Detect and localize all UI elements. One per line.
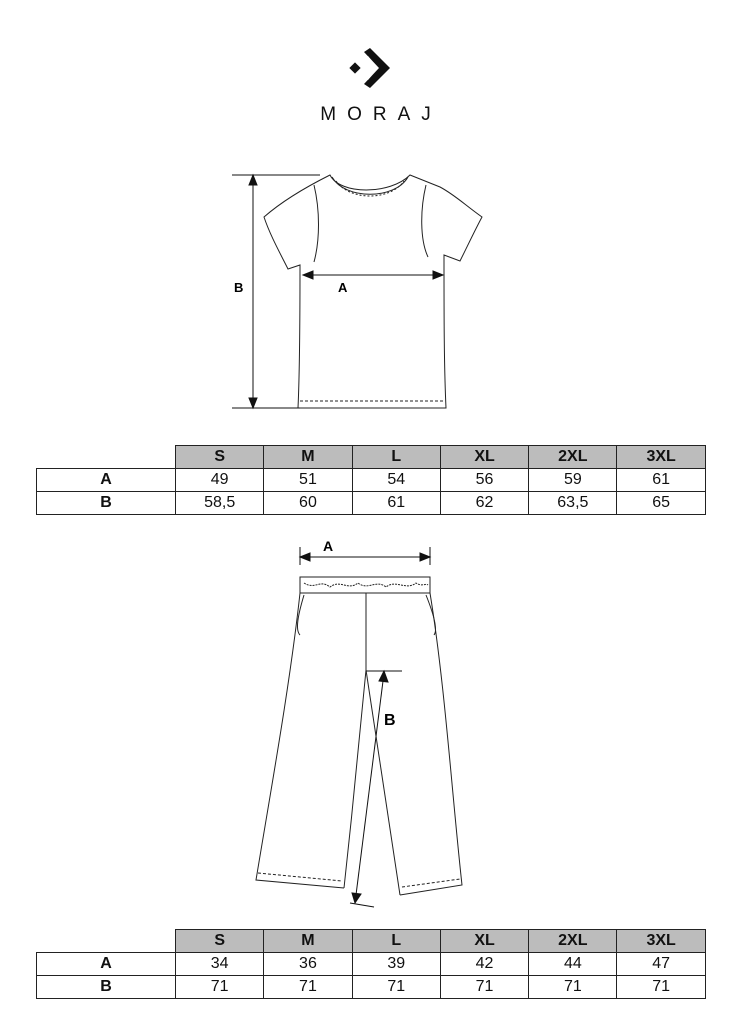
size-header: M [264, 446, 352, 469]
table-cell: 60 [264, 492, 352, 515]
size-header: M [264, 930, 352, 953]
size-header: S [176, 446, 264, 469]
table-cell: 63,5 [529, 492, 617, 515]
size-header: 3XL [617, 930, 705, 953]
table-cell: 49 [176, 469, 264, 492]
table-cell: 34 [176, 953, 264, 976]
table-cell: 42 [440, 953, 528, 976]
table-header-row [37, 446, 706, 469]
table-cell: 71 [176, 976, 264, 999]
table-cell: 51 [264, 469, 352, 492]
table-header-row [37, 930, 706, 953]
table-cell: 36 [264, 953, 352, 976]
header-blank-cell [37, 446, 176, 469]
table-row [37, 469, 706, 492]
tshirt-size-table [36, 445, 706, 515]
pants-size-table [36, 929, 706, 999]
size-header: 3XL [617, 446, 705, 469]
table-cell: 62 [440, 492, 528, 515]
size-header: L [352, 446, 440, 469]
table-cell: 56 [440, 469, 528, 492]
table-cell: 44 [529, 953, 617, 976]
table-row [37, 492, 706, 515]
row-label: B [37, 976, 176, 999]
pants-dimension-a-label: A [323, 538, 334, 554]
table-cell: 71 [352, 976, 440, 999]
table-cell: 61 [352, 492, 440, 515]
pants-drawing [240, 535, 480, 915]
table-cell: 71 [617, 976, 705, 999]
table-cell: 39 [352, 953, 440, 976]
moraj-arrow-logo-icon [348, 48, 392, 88]
table-row [37, 953, 706, 976]
table-cell: 71 [264, 976, 352, 999]
tshirt-dimension-a-label: A [338, 280, 348, 295]
header-blank-cell [37, 930, 176, 953]
table-cell: 59 [529, 469, 617, 492]
pants-dimension-b-label: B [384, 712, 396, 729]
size-header: 2XL [529, 930, 617, 953]
table-cell: 58,5 [176, 492, 264, 515]
table-cell: 54 [352, 469, 440, 492]
tshirt-dimension-b-label: B [234, 280, 244, 295]
size-header: S [176, 930, 264, 953]
row-label: A [37, 953, 176, 976]
size-header: L [352, 930, 440, 953]
brand-name: MORAJ [320, 104, 442, 125]
tshirt-drawing [220, 165, 510, 420]
table-row [37, 976, 706, 999]
table-cell: 65 [617, 492, 705, 515]
table-cell: 71 [529, 976, 617, 999]
row-label: B [37, 492, 176, 515]
table-cell: 71 [440, 976, 528, 999]
size-header: XL [440, 446, 528, 469]
row-label: A [37, 469, 176, 492]
table-cell: 61 [617, 469, 705, 492]
size-header: XL [440, 930, 528, 953]
table-cell: 47 [617, 953, 705, 976]
size-header: 2XL [529, 446, 617, 469]
